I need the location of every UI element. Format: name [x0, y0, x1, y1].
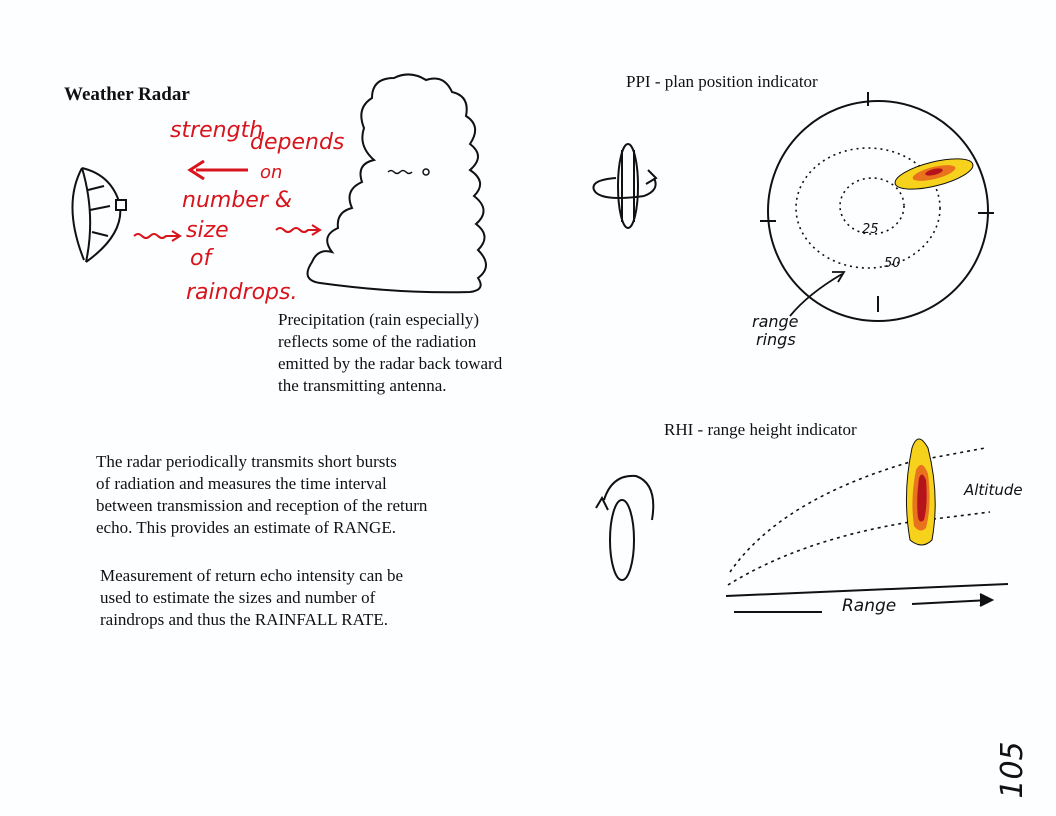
- reflect-wave-arrow: [276, 225, 320, 235]
- ppi-echo: [892, 153, 975, 196]
- page-number-group: [995, 741, 1030, 798]
- altitude-label: Altitude: [964, 481, 1023, 499]
- transmit-wave-arrow: [134, 231, 180, 241]
- ring-label-50: 50: [884, 256, 901, 271]
- ring-label-25: 25: [862, 222, 879, 237]
- range-label: Range: [842, 596, 897, 616]
- rhi-echo: [906, 439, 935, 545]
- range-line-4: echo. This provides an estimate of RANGE.: [96, 518, 396, 537]
- precip-line-1: Precipitation (rain especially): [278, 310, 480, 329]
- range-rings-arrow: [790, 272, 844, 316]
- ppi-antenna-icon: [593, 144, 656, 228]
- precip-line-3: emitted by the radar back toward: [278, 354, 503, 373]
- radar-dish-icon: [72, 168, 126, 262]
- note-of: of: [190, 246, 212, 271]
- note-number: number &: [182, 188, 293, 213]
- note-depends: depends: [250, 130, 345, 155]
- range-rings-label-1: range: [752, 312, 799, 331]
- precip-line-4: the transmitting antenna.: [278, 376, 447, 395]
- intensity-line-1: Measurement of return echo intensity can be: [100, 566, 404, 585]
- precip-line-2: reflects some of the radiation: [278, 332, 477, 351]
- ppi-title: PPI - plan position indicator: [626, 72, 818, 91]
- rhi-beams: [728, 448, 990, 585]
- note-size: size: [186, 218, 229, 243]
- note-raindrops: raindrops.: [186, 280, 298, 305]
- range-line-3: between transmission and reception of the return: [96, 496, 428, 515]
- range-line-1: The radar periodically transmits short bursts: [96, 452, 397, 471]
- rhi-antenna-icon: [596, 476, 653, 580]
- note-strength: strength: [170, 118, 264, 143]
- note-on: on: [260, 162, 283, 183]
- cumulus-cloud-icon: [308, 74, 487, 292]
- intensity-line-2: used to estimate the sizes and number of: [100, 588, 376, 607]
- return-arrow: [190, 161, 248, 179]
- intensity-line-3: raindrops and thus the RAINFALL RATE.: [100, 610, 389, 629]
- range-rings-label-2: rings: [756, 330, 796, 349]
- page-number: 105: [995, 741, 1030, 799]
- rhi-ground-line: [726, 584, 1008, 596]
- page-title: Weather Radar: [64, 84, 190, 105]
- ppi-scope: [760, 92, 994, 321]
- rhi-title: RHI - range height indicator: [664, 420, 857, 439]
- range-line-2: of radiation and measures the time interval: [96, 474, 387, 493]
